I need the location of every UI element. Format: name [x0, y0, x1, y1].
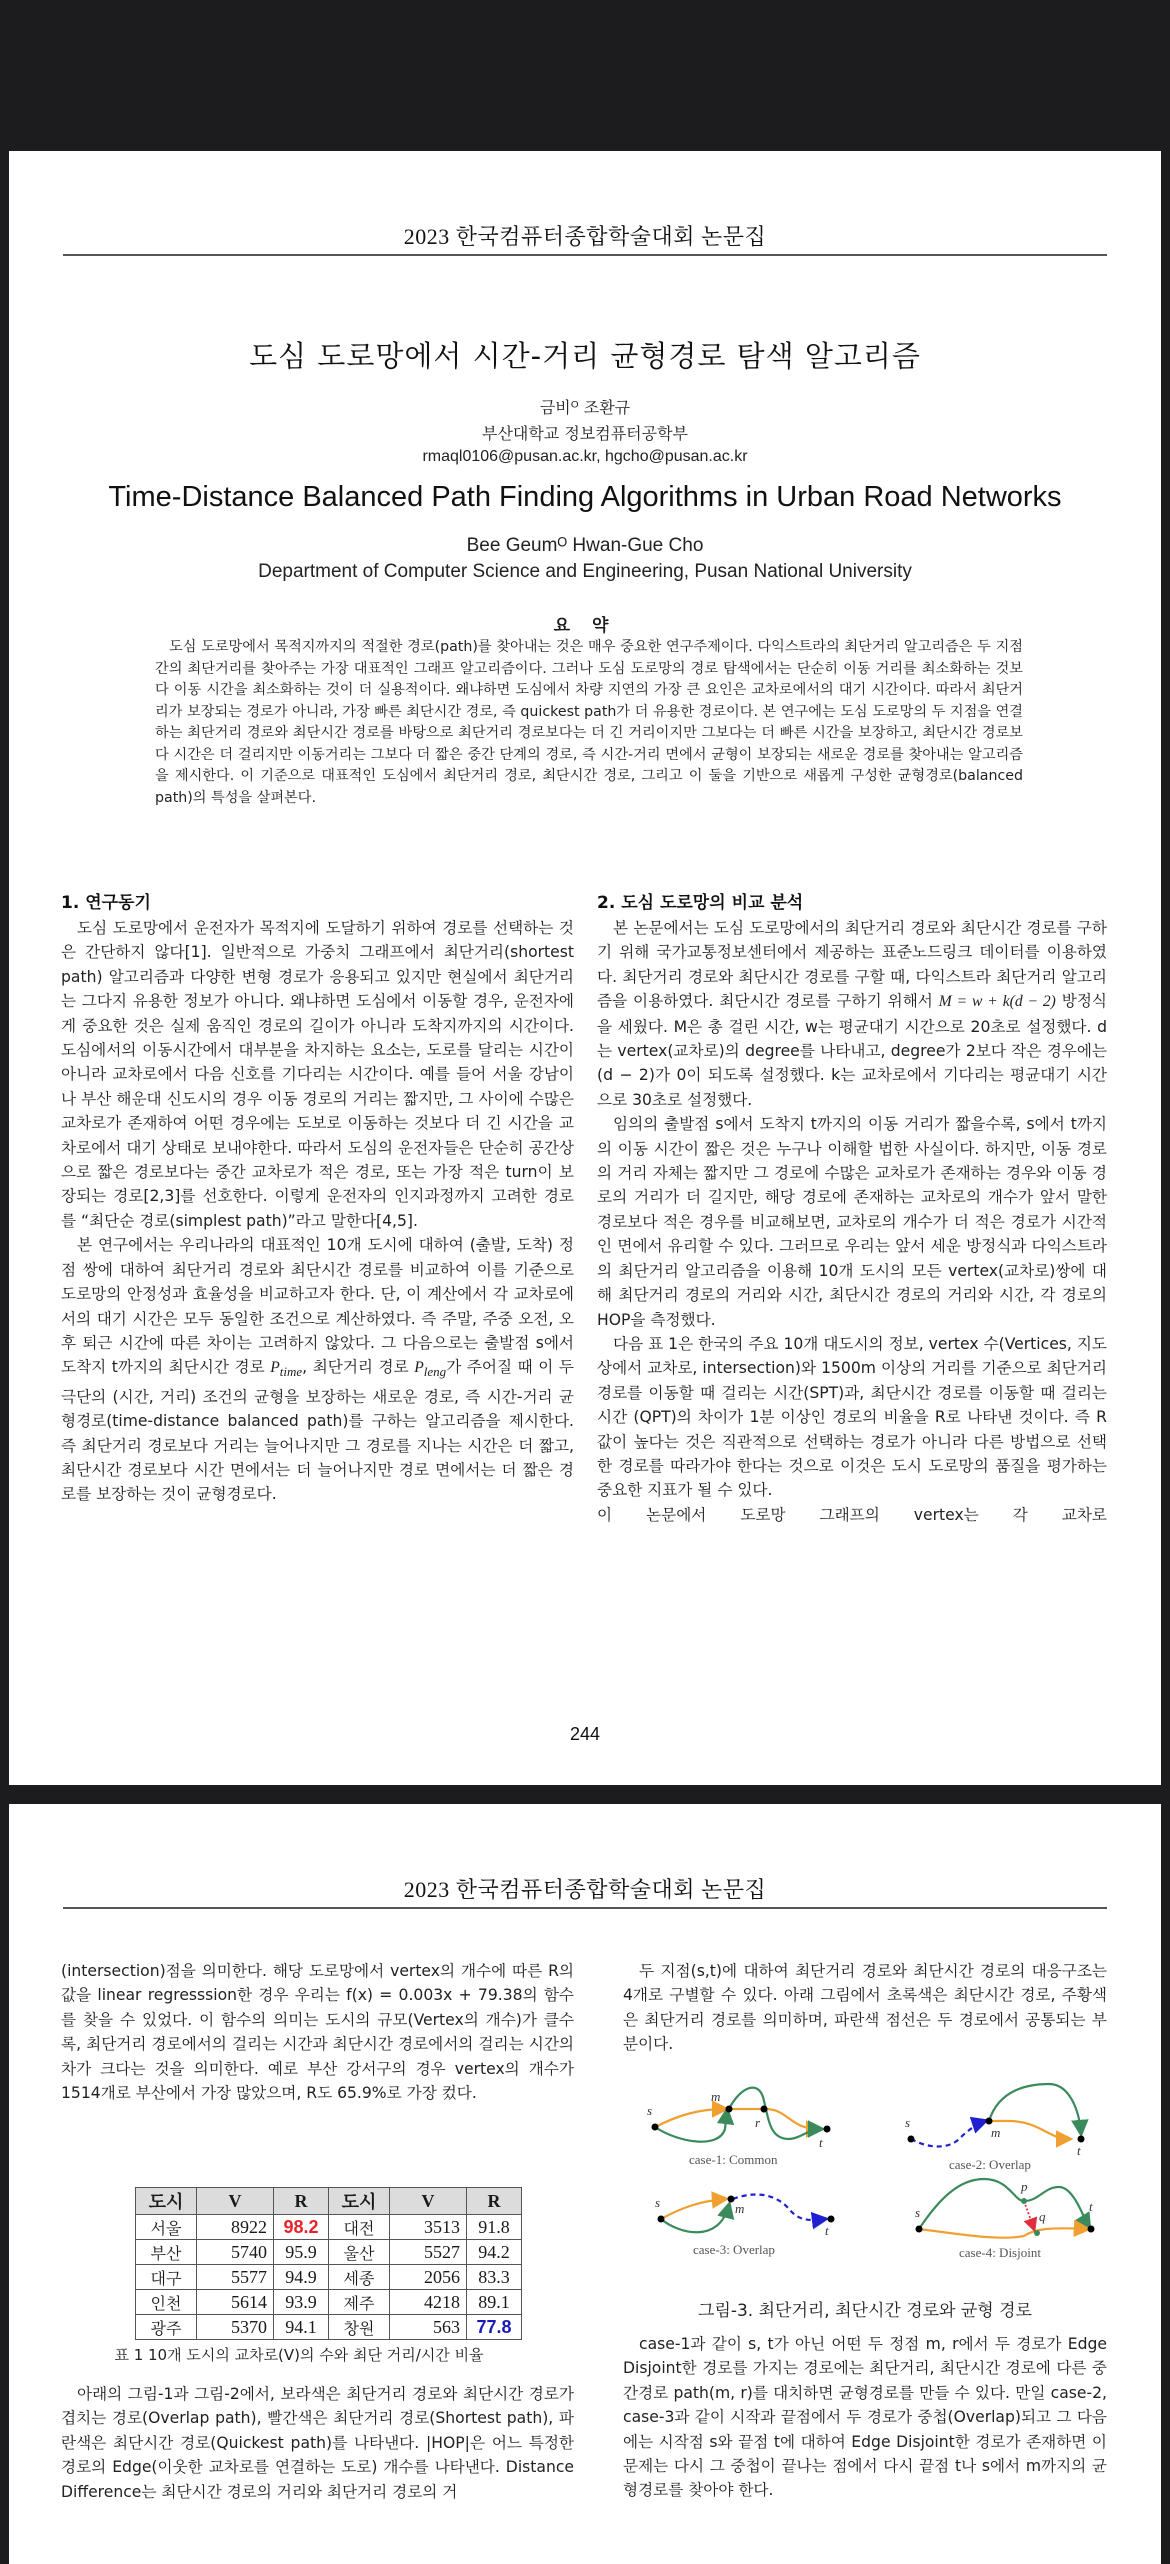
svg-text:s: s [647, 2103, 653, 2118]
paragraph: 본 논문에서는 도심 도로망에서의 최단거리 경로와 최단시간 경로를 구하기 위해 국가교통정보센터에서 제공하는 표준노드링크 데이터를 이용하였다. 최단거리 경로와 최단시간 경로를 구할 때, 다익스트라 최단거리 알고리즘을 이용하였다. 최단시간 경로를 구하기 위해서 M = w + k(d − 2) 방정식을 세웠다. M은 총 걸린 시간, w는 평균대기 시간으로 20초로 설정했다. d는 vertex(교차로)의 degree를 나타내고, degree가 2보다 작은 경우에는 (d − 2)가 0이 되도록 설정했다. k는 교차로에서 기다리는 평균대기 시간으로 30초로 설정했다. [597, 919, 1107, 1109]
running-head: 2023 한국컴퓨터종합학술대회 논문집 [403, 224, 767, 249]
path-cases-diagram [629, 2079, 1109, 2329]
table-header-row: 도시 V R 도시 V R [136, 2188, 522, 2215]
p-leng-symbol: $P_{leng}$ [414, 1359, 447, 1380]
paper-title-ko: 도심 도로망에서 시간-거리 균형경로 탐색 알고리즘 [249, 339, 921, 373]
city-table [135, 2187, 522, 2340]
paragraph: 도심 도로망에서 운전자가 목적지에 도달하기 위하여 경로를 선택하는 것은 간단하지 않다[1]. 일반적으로 가중치 그래프에서 최단거리(shortest path) 알고리즘과 다양한 변형 경로가 응용되고 있지만 현실에서 최단거리는 그다지 유용한 정보가 아니다. 왜냐하면 도심에서 이동할 경우, 운전자에게 중요한 것은 실제 움직인 경로의 길이가 아니라 도착지까지의 시간이다. 도심에서의 이동시간에서 대부분을 차지하는 요소는, 도로를 달리는 시간이 아니라 교차로에서 다음 신호를 기다리는 시간이다. 예를 들어 서울 강남이나 부산 해운대 신도시의 경우 이동 경로의 거리는 짧지만, 그 사이에 수많은 교차로가 존재하여 어떤 경우에는 도보로 이동하는 것보다 더 긴 시간을 교차로에서 대기 상태로 보내야한다. 따라서 도심의 운전자들은 단순히 공간상으로 짧은 경로보다는 중간 교차로가 적은 경로, 또는 가장 적은 turn이 보장되는 경로[2,3]를 선호한다. 이렇게 운전자의 인지과정까지 고려한 경로를 “최단순 경로(simplest path)”라고 말한다[4,5]. [61, 919, 574, 1230]
abstract-text: 도심 도로망에서 목적지까지의 적절한 경로(path)를 찾아내는 것은 매우 중요한 연구주제이다. 다익스트라의 최단거리 알고리즘은 두 지점 간의 최단거리를 찾아주는 가장 대표적인 그래프 알고리즘이다. 그러나 도심 도로망의 경로 탐색에서는 단순히 이동 거리를 최소화하는 것보다 이동 시간을 최소화하는 것이 더 실용적이다. 왜냐하면 도심에서 차량 지연의 가장 큰 요인은 교차로에서의 대기 시간이다. 따라서 최단거리가 보장되는 경로가 아니라, 가장 빠른 최단시간 경로, 즉 quickest path가 더 유용한 경로이다. 본 연구에는 도심 도로망의 두 지점을 연결하는 최단거리 경로와 최단시간 경로를 바탕으로 최단거리 경로보다는 더 긴 거리이지만 그보다는 더 빠른 시간을 보장하고, 최단시간 경로보다 시간은 더 걸리지만 이동거리는 그보다 더 짧은 중간 단계의 경로, 즉 시간-거리 면에서 균형이 보장되는 새로운 경로를 찾아내는 알고리즘을 제시한다. 이 기준으로 대표적인 도심에서 최단거리 경로, 최단시간 경로, 그리고 이 둘을 기반으로 새롭게 구성한 균형경로(balanced path)의 특성을 살펴본다. [155, 639, 1023, 806]
equation: M = w + k(d − 2) [938, 993, 1056, 1011]
svg-text:t: t [1077, 2143, 1081, 2158]
section-2-body [597, 916, 1107, 1527]
min-r-value: 77.8 [467, 2315, 522, 2340]
authors-en: Bee Geumᴼ Hwan-Gue Cho [466, 535, 704, 556]
paragraph: 본 연구에서는 우리나라의 대표적인 10개 도시에 대하여 (출발, 도착) 정점 쌍에 대하여 최단거리 경로와 최단시간 경로를 비교하여 이를 기준으로 도로망의 안정성과 효율성을 비교하고자 한다. 단, 이 계산에서 각 교차로에서의 대기 시간은 모두 동일한 조건으로 계산하였다. 즉 주말, 주중 오전, 오후 퇴근 시간에 따른 차이는 고려하지 않았다. 그 다음으로는 출발점 s에서 도착지 t까지의 최단시간 경로 $P_{time}$, 최단거리 경로 $P_{leng}$가 주어질 때 이 두 극단의 (시간, 거리) 조건의 균형을 보장하는 새로운 경로, 즉 시간-거리 균형경로(time-distance balanced path)를 구하는 알고리즘을 제시한다. 즉 최단거리 경로보다 거리는 늘어나지만 그 경로를 지나는 시간은 더 짧고, 최단시간 경로보다 시간 면에서는 더 늘어나지만 경로 면에서는 더 짧은 경로를 보장하는 것이 균형경로다. [61, 1236, 574, 1504]
header-rule [63, 254, 1107, 256]
paragraph: 아래의 그림-1과 그림-2에서, 보라색은 최단거리 경로와 최단시간 경로가 겹치는 경로(Overlap path), 빨간색은 최단거리 경로(Shortest path), 파란색은 최단시간 경로(Quickest path)를 나타낸다. |HOP|은 어느 특정한 경로의 Edge(이웃한 교차로를 연결하는 도로) 개수를 나타낸다. Distance Difference는 최단시간 경로의 거리와 최단거리 경로의 거 [61, 2385, 574, 2501]
svg-text:t: t [819, 2135, 823, 2150]
svg-text:q: q [1039, 2209, 1046, 2224]
svg-text:case-2: Overlap: case-2: Overlap [949, 2157, 1031, 2172]
section-2-heading: 2. 도심 도로망의 비교 분석 [597, 893, 804, 913]
paragraph: 다음 표 1은 한국의 주요 10개 대도시의 정보, vertex 수(Vertices, 지도상에서 교차로, intersection)와 1500m 이상의 거리를 기준으로 최단거리 경로를 이동할 때 걸리는 시간(SPT)과, 최단시간 경로를 이동할 때 걸리는 시간 (QPT)의 차이가 1분 이상인 경로의 비율을 R로 나타낸 것이다. 즉 R값이 높다는 것은 직관적으로 선택하는 경로가 아니라 다른 방법으로 선택한 경로를 따라가야 한다는 것으로 이것은 도시 도로망의 품질을 평가하는 중요한 지표가 될 수 있다. [597, 1334, 1107, 1500]
svg-text:case-4: Disjoint: case-4: Disjoint [959, 2245, 1041, 2260]
left-column-body-2 [61, 2382, 574, 2504]
table-row: 인천 5614 93.9 제주 4218 89.1 [136, 2290, 522, 2315]
right-column-body [623, 1959, 1107, 2057]
svg-text:s: s [915, 2205, 921, 2220]
right-column-body-2 [623, 2332, 1107, 2503]
svg-text:case-3: Overlap: case-3: Overlap [693, 2242, 775, 2257]
p-time-symbol: $P_{time}$ [270, 1359, 303, 1380]
svg-text:t: t [825, 2223, 829, 2238]
svg-text:t: t [1089, 2199, 1093, 2214]
case-3-diagram [655, 2194, 835, 2257]
svg-text:s: s [905, 2115, 911, 2130]
paragraph: 임의의 출발점 s에서 도착지 t까지의 이동 거리가 짧을수록, s에서 t까지의 이동 시간이 짧은 것은 누구나 이해할 법한 사실이다. 하지만, 이동 경로의 거리 자체는 짧지만 그 경로에 수많은 교차로가 존재하는 경우와 이동 경로의 거리가 더 길지만, 해당 경로에 존재하는 교차로의 개수가 앞서 말한 경로보다 적은 경우를 비교해보면, 교차로의 개수가 더 적은 경로가 시간적인 면에서 유리할 수 있다. 그러므로 우리는 앞서 세운 방정식과 다익스트라의 최단거리 알고리즘을 이용해 10개 도시의 모든 vertex(교차로)쌍에 대해 최단거리 경로의 거리와 시간, 최단시간 경로의 거리와 시간, 각 경로의 HOP을 측정했다. [597, 1115, 1107, 1329]
left-column-body [61, 1959, 574, 2105]
max-r-value: 98.2 [274, 2215, 329, 2240]
table-row: 대구 5577 94.9 세종 2056 83.3 [136, 2265, 522, 2290]
figure-caption: 그림-3. 최단거리, 최단시간 경로와 균형 경로 [698, 2301, 1032, 2321]
city-table-wrap [135, 2187, 522, 2340]
paragraph: 이 논문에서 도로망 그래프의 vertex는 각 교차로 [597, 1505, 1107, 1524]
figure-3 [629, 2079, 1109, 2329]
table-caption: 표 1 10개 도시의 교차로(V)의 수와 최단 거리/시간 비율 [114, 2346, 484, 2364]
header-rule [63, 1907, 1107, 1909]
svg-text:p: p [1021, 2179, 1028, 2194]
table-row: 서울 8922 98.2 대전 3513 91.8 [136, 2215, 522, 2240]
svg-text:m: m [735, 2201, 745, 2216]
running-head: 2023 한국컴퓨터종합학술대회 논문집 [403, 1877, 767, 1902]
case-1-diagram [647, 2088, 831, 2167]
affiliation-ko: 부산대학교 정보컴퓨터공학부 [481, 424, 688, 443]
author-emails: rmaql0106@pusan.ac.kr, hgcho@pusan.ac.kr [422, 448, 748, 465]
svg-text:s: s [655, 2195, 661, 2210]
case-2-diagram [905, 2084, 1085, 2172]
section-1-heading: 1. 연구동기 [61, 893, 151, 913]
paragraph: case-1과 같이 s, t가 아닌 어떤 두 정점 m, r에서 두 경로가 Edge Disjoint한 경로를 가지는 경로에는 최단거리, 최단시간 경로에 다른 중간경로 path(m, r)를 대치하면 균형경로를 만들 수 있다. 만일 case-2, case-3과 같이 시작과 끝점에서 두 경로가 중첩(Overlap)되고 그 다음에는 시작점 s와 끝점 t에 대하여 Edge Disjoint한 경로가 존재하면 이 문제는 다시 그 중첩이 끝나는 점에서 다시 끝점 t나 s에서 m까지의 균형경로를 찾아야 한다. [623, 2335, 1107, 2500]
table-row: 광주 5370 94.1 창원 563 77.8 [136, 2315, 522, 2340]
page-number: 244 [569, 1724, 601, 1744]
paragraph: 두 지점(s,t)에 대하여 최단거리 경로와 최단시간 경로의 대응구조는 4개로 구별할 수 있다. 아래 그림에서 초록색은 최단시간 경로, 주황색은 최단거리 경로를 의미하며, 파란색 점선은 두 경로에서 공통되는 부분이다. [623, 1962, 1107, 2054]
paper-title-en: Time-Distance Balanced Path Finding Algorithms in Urban Road Networks [108, 481, 1062, 513]
svg-text:m: m [991, 2125, 1001, 2140]
table-row: 부산 5740 95.9 울산 5527 94.2 [136, 2240, 522, 2265]
svg-text:m: m [711, 2089, 721, 2104]
paragraph: (intersection)점을 의미한다. 해당 도로망에서 vertex의 개수에 따른 R의 값을 linear regresssion한 경우 우리는 f(x) = 0.003x + 79.38의 함수를 찾을 수 있었다. 이 함수의 의미는 도시의 규모(Vertex의 개수)가 클수록, 최단거리 경로에서의 걸리는 시간과 최단시간 경로에서의 걸리는 시간의 차가 크다는 것을 의미한다. 예로 부산 강서구의 경우 vertex의 개수가 1514개로 부산에서 가장 많았으며, R도 65.9%로 가장 컸다. [61, 1962, 574, 2103]
document-page-1 [9, 151, 1161, 1785]
svg-text:r: r [755, 2115, 761, 2130]
section-1-body [61, 916, 574, 1507]
abstract-heading: 요 약 [553, 616, 617, 636]
case-4-diagram [915, 2179, 1095, 2260]
svg-text:case-1: Common: case-1: Common [689, 2152, 778, 2167]
authors-ko: 금비ᴼ 조환규 [539, 398, 631, 417]
document-page-2 [9, 1804, 1161, 2564]
affiliation-en: Department of Computer Science and Engineering, Pusan National University [258, 561, 912, 582]
